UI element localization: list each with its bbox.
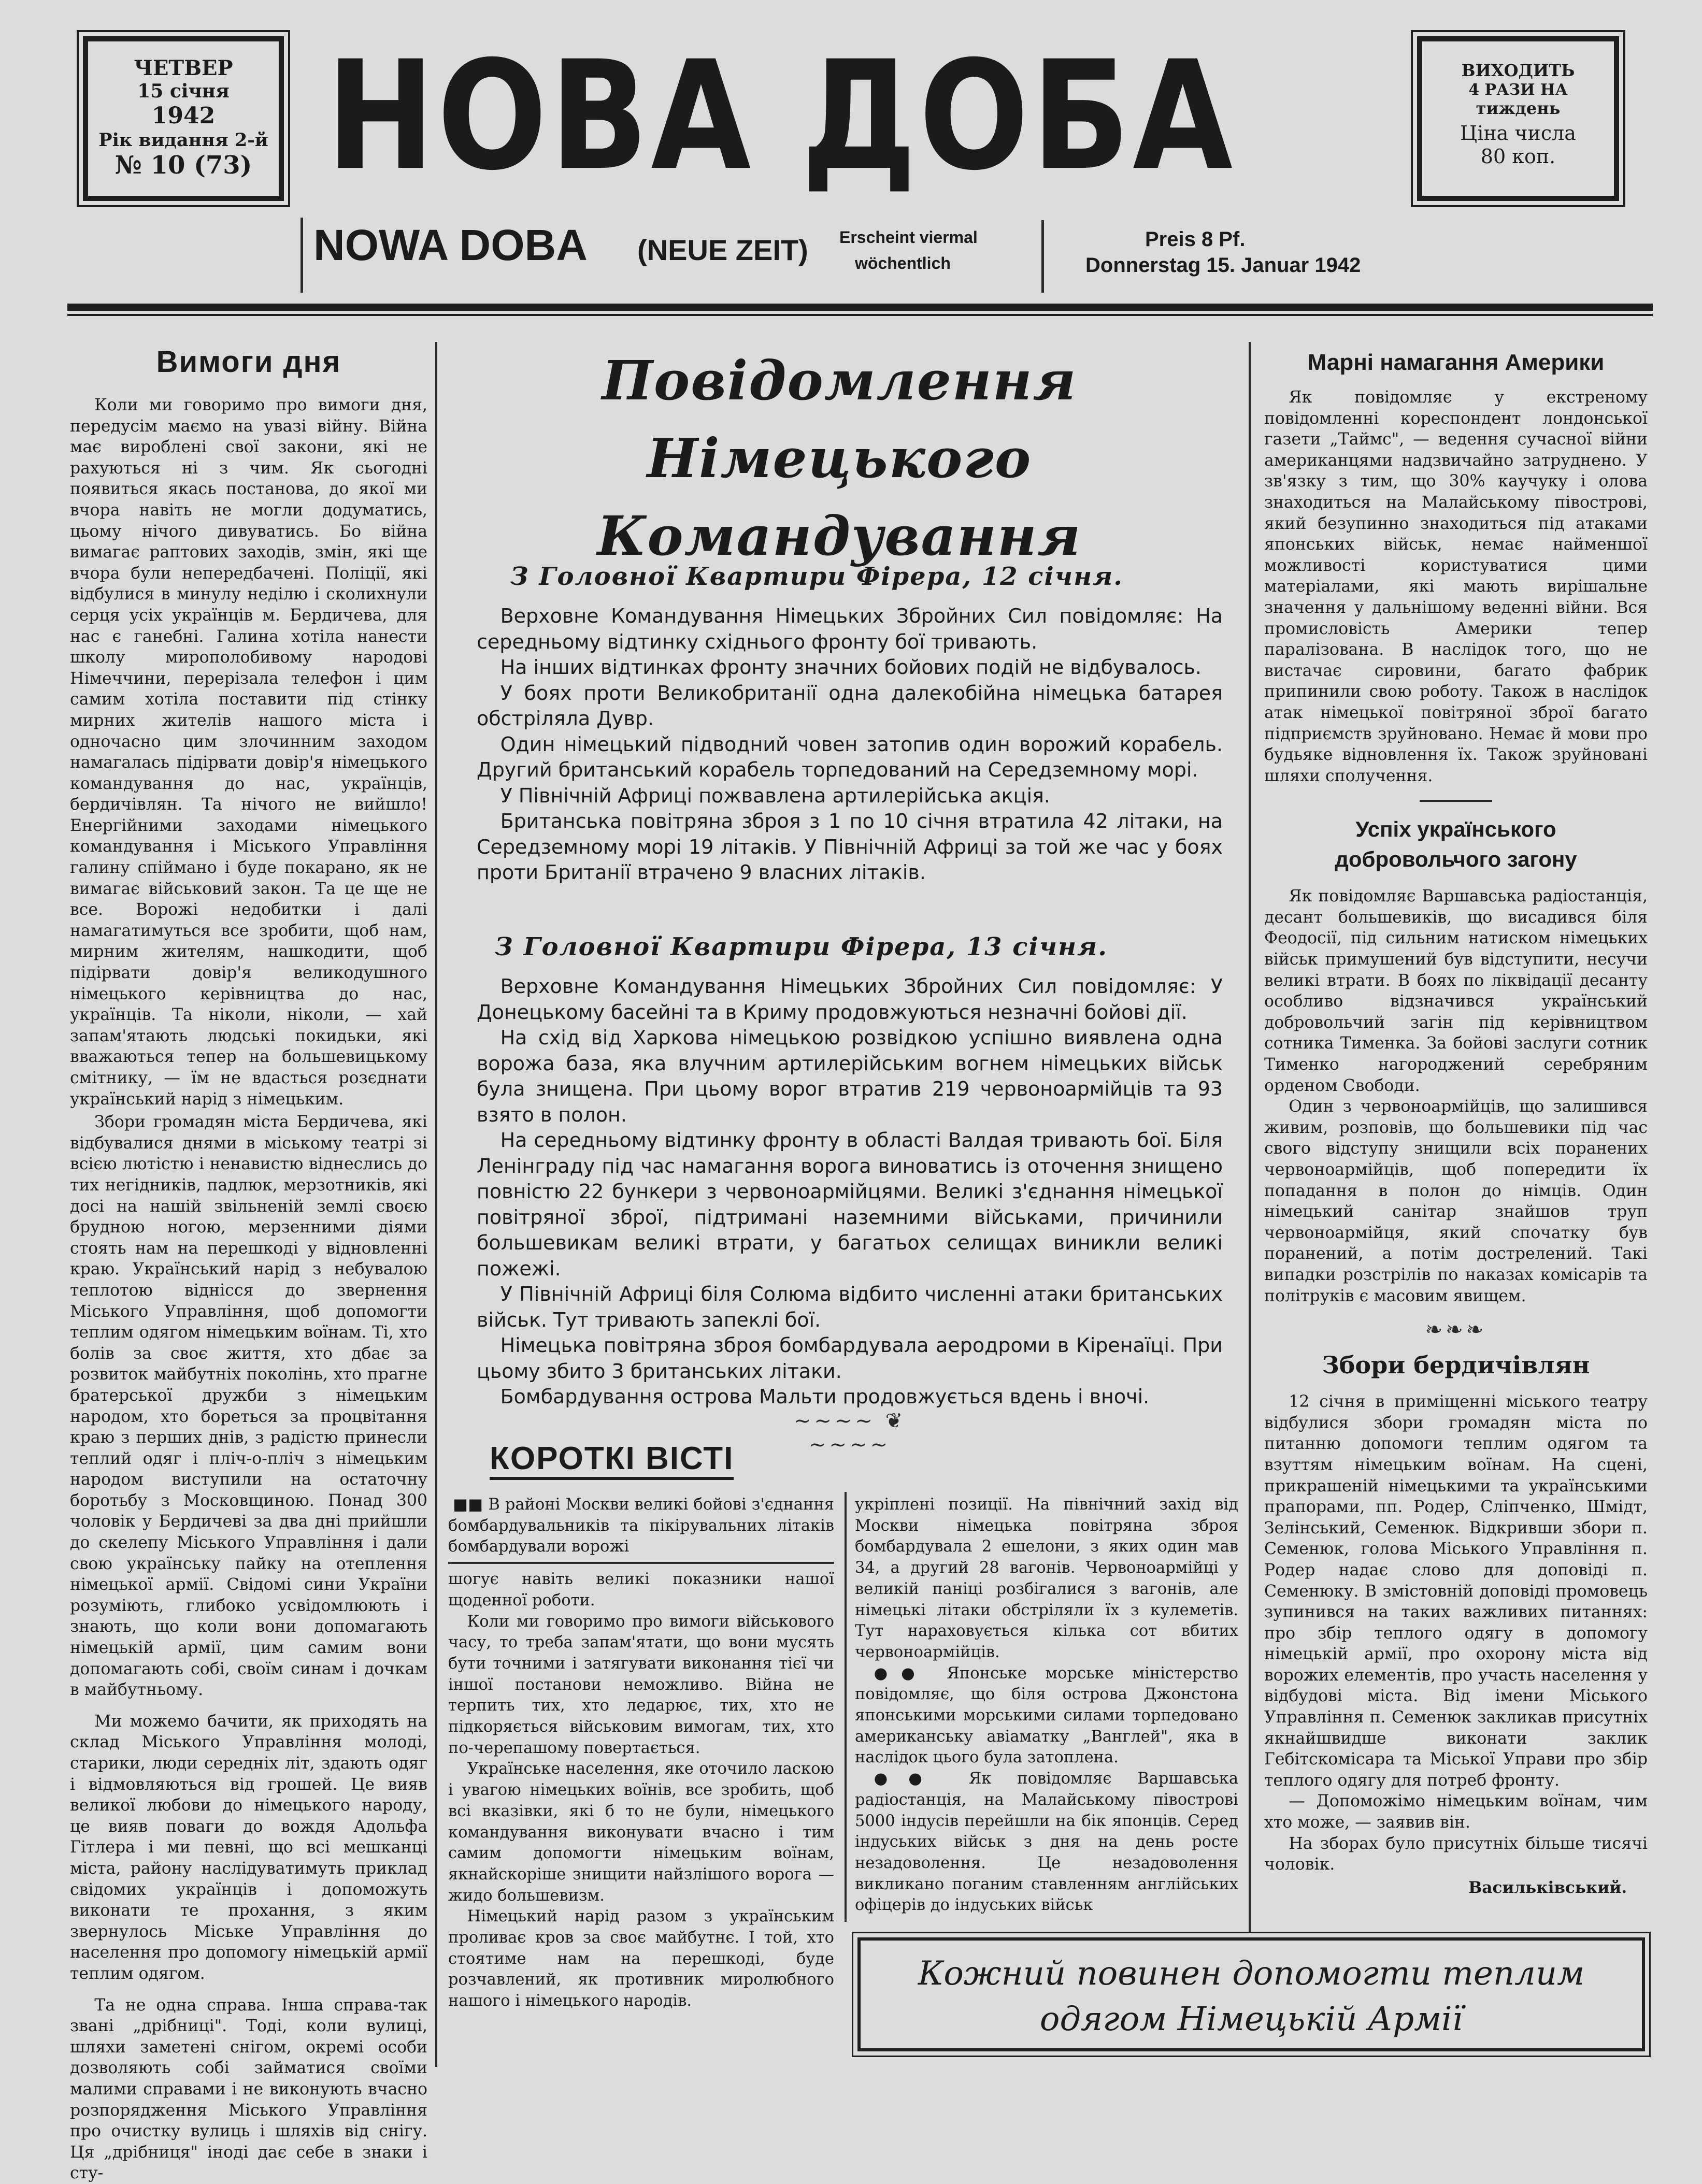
article-paragraph: Коли ми говоримо про вимоги дня, передусім маємо на увазі війну. Війна має вироблені свої закони, які не рахуються ні з чим. Як сьогодні появиться якась постанова, до якої ми вчора навіть не могли додуматись, цьому нічого дивуватись. Бо війна вимагає раптових заходів, змін, які ще вчора були непередбачені. Поліції, які відбулися в минулу неділю і сколихнули серця усіх українців м. Бердичева, для нас є ганебні. Галина хотіла нанести школу мирополобивому народові Німеччини, перерізала телефон і цим самим хотіла поставити під стінку мирних жителів нашого міста і одночасно цим злочинним заходом намагалась підірвати довір'я німецького командування до нас, українців, бердичівлян. Та нічого не вийшло! Енергійними заходами німецького командування і Міського Управління галину спіймано і буде покарано, як не вимагає військовий закон. Та це ще не все. Ворожі недобитки і далі намагатимуться все зробити, щоб нам, мирним жителям, нашкодити, щоб підірвати довір'я великодушного німецького керівництва до нас, українців. Та ніколи, ніколи, — хай запам'ятають людські покидьки, які вважаються тепер на большевицькому смітнику, — їм не вдасться розєднати український нарід з німецьким. bbox=[70, 396, 427, 1109]
report-paragraph: Верховне Командування Німецьких Збройних Сил повідомляє: У Донецькому басейні та в Криму продовжуються незначні бойові дії. bbox=[477, 975, 1223, 1024]
article-heading-vymohy-dnia: Вимоги дня bbox=[156, 345, 341, 379]
short-news-column-2 bbox=[855, 1495, 1238, 1924]
short-news-item: Коли ми говоримо про вимоги військового часу, то треба запам'ятати, що вони мусять бути точними і затягувати виконання тієї чи іншої постанови неможливо. Війна не терпить тих, хто ледарює, тих, хто не підкоряється військовим вимогам, тих, хто по-черепашому повертається. bbox=[448, 1612, 834, 1757]
short-news-column-1 bbox=[448, 1495, 834, 2064]
main-headline: Повідомлення Німецького Командування bbox=[597, 349, 1082, 568]
short-news-item: ●● Як повідомляє Варшавська радіостанція, на Малайському півострові 5000 індусів перейшли на бік японців. Серед індуських військ з дня на день росте незадоволення. Це незадоволення викликано поганим ставленням англійських офіцерів до індуських військ bbox=[855, 1770, 1238, 1915]
short-news-item: ●● Японське морське міністерство повідомляє, що біля острова Джонстона японськими морськими силами торпедовано американську авіаматку „Ванглей", яка в наслідок цього була затоплена. bbox=[855, 1664, 1238, 1767]
report-paragraph: Один німецький підводний човен затопив один ворожий корабель. Другий британський корабель торпедований на Середземному морі. bbox=[477, 732, 1223, 781]
right-column bbox=[1264, 350, 1648, 1897]
issue-number: № 10 (73) bbox=[115, 150, 252, 180]
report-paragraph: Британська повітряна зброя з 1 по 10 січня втратила 42 літаки, на Середземному морі 19 літаків. У Північній Африці за той же час у боях проти Британії втрачено 9 власних літаків. bbox=[477, 810, 1223, 884]
issue-date: 15 січня bbox=[137, 80, 230, 103]
report-paragraph: У Північній Африці пожвавлена артилерійська акція. bbox=[500, 784, 1050, 807]
column-divider-left bbox=[435, 342, 437, 2067]
report-paragraph: У боях проти Великобританії одна далекобійна німецька батарея обстріляла Дувр. bbox=[477, 681, 1223, 730]
article-paragraph: Як повідомляє Варшавська радіостанція, десант большевиків, що висадився біля Феодосії, під сильним натиском німецьких військ примушений був відступити, несучи великі втрати. В боях по ліквідації десанту особливо відзначився український добровольчий загін під керівництвом сотника Тименка. За бойові заслуги сотник Тименко нагороджений серебряним орденом Свободи. bbox=[1264, 887, 1648, 1095]
article-paragraph: На зборах було присутніх більше тисячі чоловік. bbox=[1264, 1834, 1648, 1874]
article-heading-uspikh: Успіх українського добровольчого загону bbox=[1335, 817, 1577, 872]
article-paragraph: Збори громадян міста Бердичева, які відбувалися днями в міському театрі зі всією лютістю і ненавистю віднеслись до тих негідників, падлюк, мерзотників, які досі на нашій звільненій землі своєю брудною ногою, мерзенними діями стоять нам на перешкоді у відновленні краю. Український нарід з небувалою теплотою віднісся до звернення Міського Управління, щоб допомогти теплим одягом німецьким воїнам. Ті, хто болів за своє життя, хто дбає за розвиток майбутніх поколінь, хто прагне братерської дружби з німецьким народом, хто бореться за процвітання краю з перших днів, з радістю принесли теплий одяг і пліч-о-пліч з німецьким народом виступили на остаточну боротьбу з Московщиною. Понад 300 чоловік у Бердичеві за два дні прийшли до скелепу Міського Управління і дали свою українську пайку на отеплення німецької армії. Свідомі сини України розуміють, глибоко усвідомлюють і знають, що коли вони допомагають німецькій армії, цим самим вони допомагають собі, своїм синам і дочкам в майбутньому. bbox=[70, 1113, 427, 1700]
article-paragraph: Та не одна справа. Інша справа-так звані „дрібниці". Тоді, коли вулиці, шляхи заметені снігом, окремі особи дозволяють собі займатися своїми малими справами і не виконують вчасно розпорядження Міського Управління про очистку вулиць і шляхів від снігу. Ця „дрібниця" іноді дає себе в знаки і сту- bbox=[70, 1995, 427, 2183]
article-heading-zbory: Збори бердичівлян bbox=[1322, 1351, 1590, 1380]
article-paragraph: Один з червоноармійців, що залишився живим, розповів, що большевики під час свого відступу знищили всіх поранених червоноармійців, щоб попередити їх попадання в полон до німців. Один німецький санітар знайшов труп червоноармійця, який спочатку був поранений, а потім дострелений. Такі випадки розстрілів по наказах комісарів та політруків є масовим явищем. bbox=[1264, 1097, 1648, 1305]
report-paragraph: Бомбардування острова Мальти продовжується вдень і вночі. bbox=[500, 1385, 1150, 1408]
report-paragraph: На інших відтинках фронту значних бойових подій не відбувалось. bbox=[500, 656, 1202, 679]
article-heading-marni-namahannia: Марні намагання Америки bbox=[1307, 350, 1605, 375]
frequency-german-2: wöchentlich bbox=[855, 254, 951, 272]
article-separator bbox=[1420, 800, 1492, 802]
appeal-line-1: Кожний повинен допомогти теплим bbox=[918, 1955, 1585, 1993]
column-divider-right bbox=[1249, 342, 1251, 1932]
issue-info-box bbox=[83, 36, 284, 201]
short-news-break bbox=[448, 1562, 834, 1564]
article-signature: Васильківський. bbox=[1468, 1878, 1627, 1897]
report-paragraph: У Північній Африці біля Солюма відбито численні атаки британських військ. Тут тривають запеклі бої. bbox=[477, 1283, 1223, 1331]
report-dateline-13: З Головної Квартири Фірера, 13 січня. bbox=[495, 932, 1108, 961]
appeal-banner bbox=[857, 1937, 1645, 2051]
short-news-item: ■■ В районі Москви великі бойові з'єднання бомбардувальників та пікірувальних літаків бомбардували ворожі bbox=[448, 1496, 834, 1556]
right-ornament: ❧❧❧ bbox=[1425, 1318, 1487, 1342]
masthead-divider bbox=[301, 218, 303, 293]
issue-weekday: ЧЕТВЕР bbox=[134, 56, 233, 80]
report-paragraph: На схід від Харкова німецькою розвідкою успішно виявлена одна ворожа база, яка влучним артилерійським вогнем німецьких військ була знищена. При цьому ворог втратив 219 червоноармійців та 93 взято в полон. bbox=[477, 1026, 1223, 1126]
report-12-body bbox=[477, 604, 1223, 886]
short-news-heading: КОРОТКІ ВІСТІ bbox=[490, 1440, 734, 1480]
short-news-item: укріплені позиції. На північний захід від Москви німецька повітряна зброя бомбардувала 2 ешелони, з яких один мав 34, а другий 28 вагонів. Червоноармійці у великій паніці розбігалися з вагонів, але німецькі літаки обстріляли їх з кулеметів. Тут нараховується кілька сот вбитих червоноармійців. bbox=[855, 1496, 1238, 1661]
newspaper-subtitle-german: (NEUE ZEIT) bbox=[637, 234, 808, 266]
short-news-item: шогує навіть великі показники нашої щоденної роботи. bbox=[448, 1570, 834, 1610]
price-info-box bbox=[1417, 36, 1619, 201]
masthead-rule bbox=[67, 304, 1653, 311]
frequency-german-1: Erscheint viermal bbox=[839, 228, 978, 247]
appeal-line-2: одягом Німецькій Армії bbox=[1039, 2000, 1463, 2038]
date-german: Donnerstag 15. Januar 1942 bbox=[1085, 254, 1361, 277]
report-paragraph: На середньому відтинку фронту в області Валдая тривають бої. Біля Ленінграду під час намагання ворога виноватись із оточення знищено повністю 22 бункери з червоноармійцями. Великі з'єднання німецької повітряної зброї, підтримані наземними військами, причинили большевикам великі втрати, у багатьох селищах виникли великі пожежі. bbox=[477, 1129, 1223, 1280]
price-label: Ціна числа bbox=[1460, 121, 1576, 145]
article-paragraph: Ми можемо бачити, як приходять на склад Міського Управління молоді, старики, люди середніх літ, здають одяг і відмовляються від грошей. Це вияв великої любови до німецького народу, це вияв поваги до вождя Адольфа Гітлера і ми певні, що всі мешканці міста, району наслідуватимуть приклад свідомих українців і допоможуть виконати те прохання, з яким звернулось Міське Управління до населення про допомогу німецькій армії теплим одягом. bbox=[70, 1712, 427, 1983]
masthead-divider-2 bbox=[1041, 220, 1044, 293]
left-column bbox=[70, 344, 427, 2183]
report-paragraph: Верховне Командування Німецьких Збройних Сил повідомляє: На середньому відтинку східнього фронту бої тривають. bbox=[477, 605, 1223, 653]
center-ornament: ~~~~ ❦ ~~~~ bbox=[793, 1409, 906, 1457]
article-paragraph: — Допоможімо німецьким воїнам, чим хто може, — заявив він. bbox=[1264, 1792, 1648, 1832]
issue-year: 1942 bbox=[151, 102, 216, 129]
report-13-body bbox=[477, 974, 1223, 1410]
masthead-rule-thin bbox=[67, 314, 1653, 316]
main-report bbox=[446, 342, 1233, 575]
newspaper-title: НОВА ДОБА bbox=[326, 29, 1236, 204]
article-paragraph: Як повідомляє у екстреному повідомленні кореспондент лондонської газети „Таймс", — ведення сучасної війни американцями надзвичайно затруднено. У зв'язку з тим, що 30% каучуку і олова знаходиться на Малайському півострові, який безупинно знаходиться під атаками японських військ, немає найменшої можливості користуватися цими матеріалами, які мають вирішальне значення у дальнішому веденні війни. Вся промисловість Америки тепер паралізована. В наслідок того, що не вистачає сировини, багато фабрик припинили свою роботу. Також в наслідок атак німецької повітряної зброї багато підприємств зруйновано. Немає й мови про будьяке відновлення їх. Також зруйновані шляхи сполучення. bbox=[1264, 388, 1648, 785]
issue-volume: Рік видання 2-й bbox=[98, 129, 268, 151]
price-german: Preis 8 Pf. bbox=[1145, 228, 1246, 251]
short-news-item: Українське населення, яке оточило ласкою і увагою німецьких воїнів, все зробить, щоб всі вказівки, які б то не були, німецького командування виконувати вчасно і тим самим допомогти німецьким воїнам, якнайскоріше знищити найзлішого ворога — жидо большевизм. bbox=[448, 1760, 834, 1905]
price-value: 80 коп. bbox=[1480, 145, 1556, 168]
frequency-line-1: ВИХОДИТЬ bbox=[1461, 61, 1575, 80]
article-paragraph: 12 січня в приміщенні міського театру відбулися збори громадян міста по питанню допомоги теплим одягом та взуттям німецьким воїнам. На сцені, прикрашеній німецькими та українськими прапорами, пп. Родер, Сліпченко, Шмідт, Зелінський, Семенюк. Відкривши збори п. Семенюк, голова Міського Управління п. Родер надає слово для доповіді п. Семенюку. В змістовній доповіді промовець зупинився на таких важливих питаннях: про збір теплого одягу в допомогу німецькій армії, про охорону міста від ворожих елементів, про участь населення у відбудові міста. Від імени Міського Управління п. Семенюк закликав присутніх якнайшвидше виконати заклик Гебітскомісара та Міської Управи про збір теплого одягу для потреб фронту. bbox=[1264, 1392, 1648, 1790]
newspaper-subtitle: NOWA DOBA bbox=[313, 221, 588, 269]
short-news-item: Німецький нарід разом з українським проливає кров за своє майбутнє. І той, хто стоятиме нам на перешкоді, буде розчавлений, як противник миролюбного нашого і німецького народів. bbox=[448, 1907, 834, 2010]
report-paragraph: Німецька повітряна зброя бомбардувала аеродроми в Кіренаїці. При цьому збито 3 британських літаки. bbox=[477, 1334, 1223, 1383]
frequency-line-3: тиждень bbox=[1476, 98, 1561, 119]
frequency-line-2: 4 РАЗИ НА bbox=[1468, 80, 1568, 99]
report-dateline-12: З Головної Квартири Фірера, 12 січня. bbox=[510, 562, 1123, 591]
short-news-divider bbox=[845, 1492, 847, 1922]
